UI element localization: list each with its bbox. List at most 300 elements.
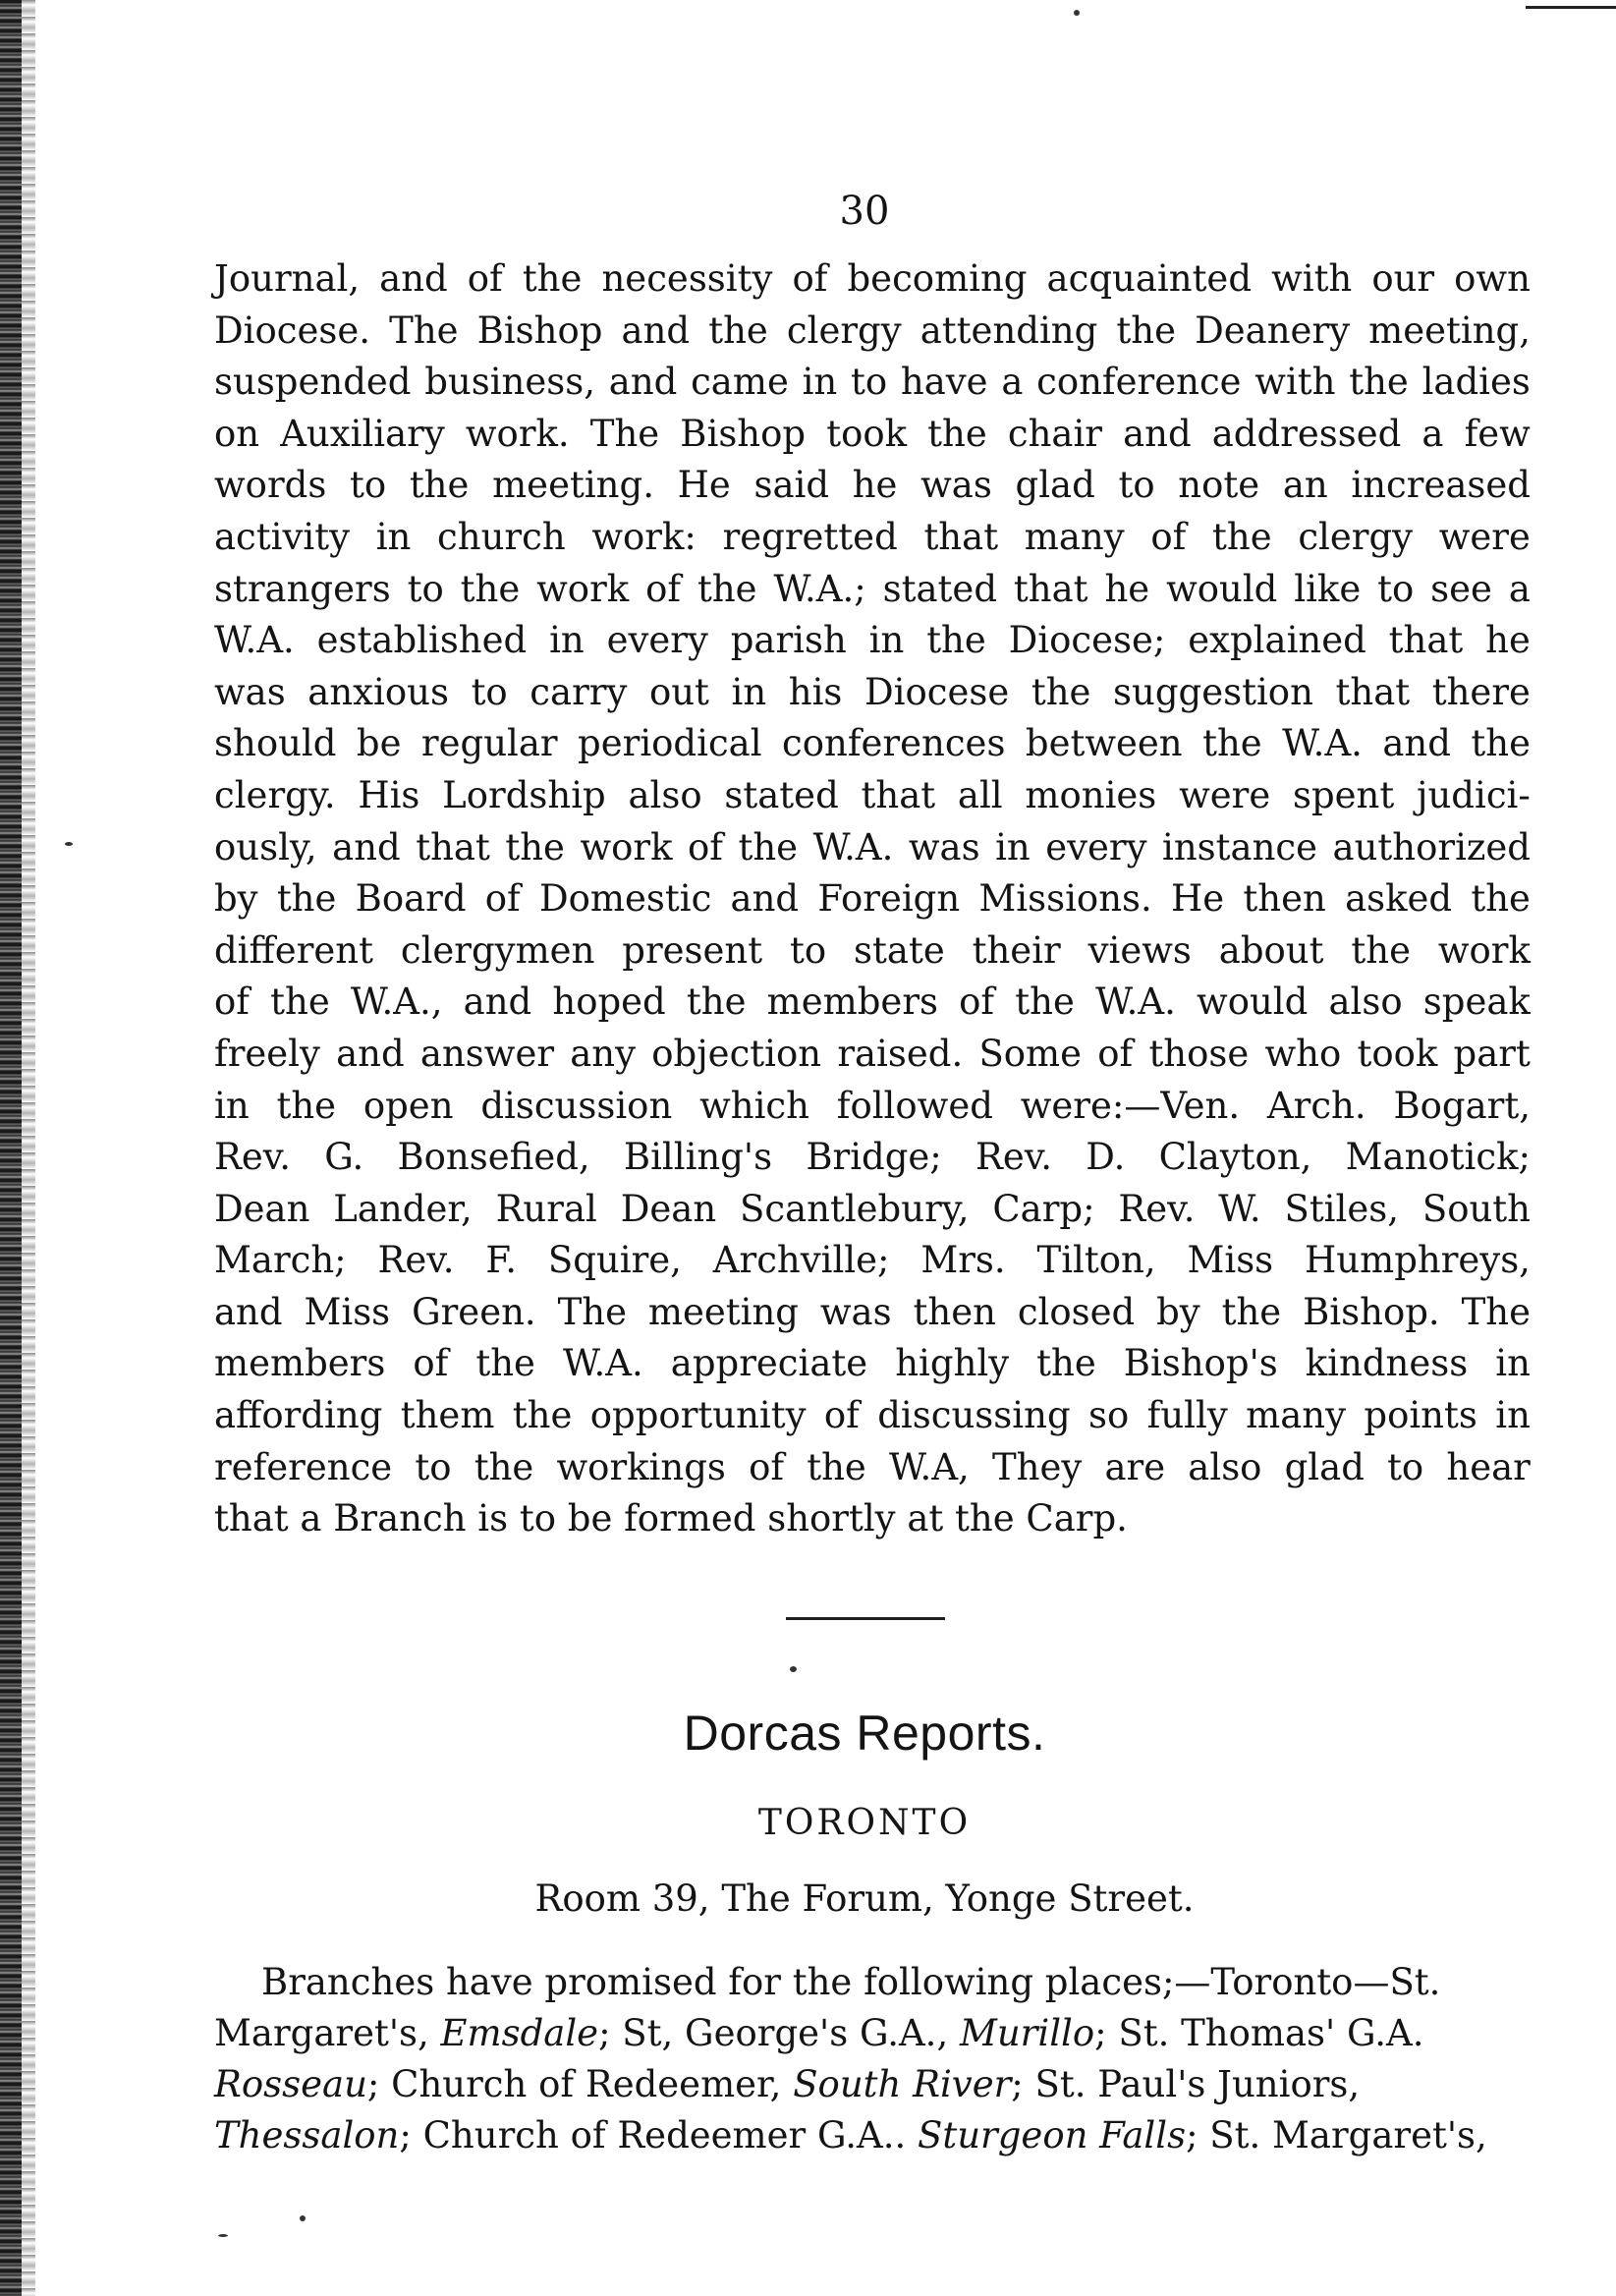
word: of (688, 825, 723, 868)
word: Bishop (680, 412, 807, 455)
word: work (580, 825, 673, 868)
word: were:—Ven. (1020, 1084, 1241, 1127)
word: acquainted (1046, 257, 1253, 300)
branches-line (214, 2059, 1531, 2110)
word: meeting (647, 1290, 799, 1333)
word: established (316, 619, 528, 662)
paragraph-line (214, 1132, 1531, 1184)
word: Squire, (547, 1239, 682, 1282)
word: Humphreys, (1305, 1239, 1531, 1282)
word: those (1148, 1032, 1250, 1075)
word: the (512, 1394, 573, 1437)
word: points (1364, 1394, 1477, 1437)
paragraph-line (214, 1390, 1531, 1442)
word: regular (420, 722, 558, 765)
word: Mrs. (920, 1239, 1006, 1282)
word: business, (424, 361, 596, 404)
word: many (1024, 515, 1125, 558)
word: Diocese; (1008, 619, 1166, 662)
word: also (1328, 980, 1403, 1024)
word: He (677, 464, 731, 507)
word: the (926, 619, 986, 662)
word: that (416, 825, 490, 868)
word: and (336, 1032, 405, 1075)
word: Domestic (538, 877, 712, 921)
word: in (1495, 1394, 1531, 1437)
place-name: Thessalon (214, 2114, 400, 2156)
paragraph-line (214, 460, 1531, 512)
word: clergy. (214, 773, 336, 816)
word: to (407, 567, 444, 610)
word: work (1437, 928, 1531, 972)
word: Some (978, 1032, 1083, 1075)
word: strangers (214, 567, 391, 610)
word: clergy (786, 308, 902, 352)
word: and (463, 980, 532, 1024)
word: are (1104, 1445, 1166, 1488)
word: the (1471, 722, 1531, 765)
word: authorized (1332, 825, 1531, 868)
word: answer (419, 1032, 555, 1075)
place-name: South River (793, 2063, 1012, 2105)
paragraph-line (214, 1493, 1531, 1545)
word: Bridge; (806, 1136, 942, 1179)
paragraph-line (214, 1338, 1531, 1390)
word: activity (214, 515, 350, 558)
word: stated (724, 773, 839, 816)
word: by (1156, 1290, 1200, 1333)
branches-text: Branches have promised for the following places;—Toronto—St. (261, 1961, 1441, 2003)
word: of (823, 1394, 860, 1437)
word: the (1031, 670, 1091, 713)
place-name: Murillo (959, 2012, 1095, 2054)
word: followed (836, 1084, 993, 1127)
word: objection (651, 1032, 822, 1075)
branches-text: ; St. Margaret's, (1186, 2114, 1487, 2156)
word: said (753, 464, 830, 507)
word: to (415, 1445, 452, 1488)
word: Dean (620, 1187, 717, 1230)
word: Bishop (476, 308, 603, 352)
paragraph-line (214, 977, 1531, 1029)
word: took (1357, 1032, 1438, 1075)
word: the (475, 1342, 535, 1385)
word: Clayton, (1158, 1136, 1312, 1179)
word: see (1430, 567, 1492, 610)
word: F. (485, 1239, 518, 1282)
word: W.A. (562, 1342, 643, 1385)
word: Manotick; (1345, 1136, 1531, 1179)
word: of (1097, 1032, 1134, 1075)
word: affording (214, 1394, 383, 1437)
word: then (1243, 877, 1326, 921)
word: be (356, 722, 402, 765)
word: Scantlebury, (740, 1187, 970, 1230)
word: our (1371, 257, 1435, 300)
word: have (900, 361, 988, 404)
word: appreciate (670, 1342, 868, 1385)
word: many (1246, 1394, 1347, 1437)
word: necessity (601, 257, 773, 300)
word: Rev. (377, 1239, 455, 1282)
word: and (608, 361, 678, 404)
word: W.A. (214, 619, 295, 662)
paragraph-line (214, 873, 1531, 925)
word: asked (1345, 877, 1453, 921)
word: parish (730, 619, 847, 662)
word: and (379, 257, 448, 300)
word: Journal, (214, 257, 361, 300)
word: Foreign (817, 877, 961, 921)
word: anxious (307, 670, 449, 713)
word: with (1254, 361, 1336, 404)
branches-text: ; Church of Redeemer, (366, 2063, 782, 2105)
word: increased (1351, 464, 1531, 507)
word: monies (1025, 773, 1157, 816)
word: spent (1292, 773, 1395, 816)
word: Rev. (1118, 1187, 1196, 1230)
paragraph-line (214, 718, 1531, 770)
word: W.A.; (773, 567, 866, 610)
scan-speck (790, 1666, 797, 1672)
scan-speck (300, 2215, 306, 2221)
paragraph-line (214, 1184, 1531, 1236)
word: in (214, 1084, 250, 1127)
word: part (1453, 1032, 1531, 1075)
section-address: Room 39, The Forum, Yonge Street. (534, 1877, 1195, 1920)
word: different (214, 928, 373, 972)
word: suspended (214, 361, 412, 404)
word: views (1087, 928, 1192, 972)
word: to (1387, 1445, 1424, 1488)
word: W.A., (350, 980, 443, 1024)
branches-text: ; St. Paul's Juniors, (1011, 2063, 1361, 2105)
word: like (1294, 567, 1362, 610)
word: about (1218, 928, 1324, 972)
word: of (959, 980, 995, 1024)
word: in (549, 619, 585, 662)
word: which (699, 1084, 809, 1127)
word: ously, (214, 825, 317, 868)
word: chair (1007, 412, 1102, 455)
word: Board (355, 877, 467, 921)
word: Billing's (623, 1136, 773, 1179)
word: W.A. (812, 825, 894, 868)
branches-text: ; Church of Redeemer G.A.. (399, 2114, 907, 2156)
word: Dean (214, 1187, 310, 1230)
word: to (471, 670, 508, 713)
word: Bishop. (1303, 1290, 1440, 1333)
word: of (645, 567, 682, 610)
section-divider (786, 1617, 945, 1620)
word: the (276, 877, 337, 921)
word: in (731, 670, 767, 713)
paragraph-line (214, 1081, 1531, 1133)
word: carry (529, 670, 628, 713)
word: in (868, 619, 905, 662)
word: South (1421, 1187, 1531, 1230)
word: to (850, 361, 888, 404)
paragraph-line (214, 667, 1531, 719)
branches-text: ; St, George's G.A., (598, 2012, 949, 2054)
word: the (1116, 308, 1177, 352)
word: that (1388, 619, 1464, 662)
word: meeting, (1368, 308, 1531, 352)
word: discussion (480, 1084, 673, 1127)
word: he (1485, 619, 1531, 662)
word: glad (1015, 464, 1095, 507)
word: that (923, 515, 999, 558)
word: to (1118, 464, 1155, 507)
word: of (484, 877, 521, 921)
word: present (622, 928, 763, 972)
word: closed (1017, 1290, 1136, 1333)
word: highly (895, 1342, 1010, 1385)
word: becoming (847, 257, 1028, 300)
word: reference (214, 1445, 393, 1488)
branches-line (214, 2008, 1531, 2059)
word: open (362, 1084, 454, 1127)
word: Rev. (975, 1136, 1053, 1179)
word: the (270, 980, 330, 1024)
word: every (606, 619, 708, 662)
word: there (1431, 670, 1531, 713)
word: kindness (1305, 1342, 1469, 1385)
word: the (1351, 928, 1411, 972)
word: the (409, 464, 470, 507)
word: W.A. (1282, 722, 1363, 765)
word: W.A, (889, 1445, 970, 1488)
branches-text: Margaret's, (214, 2012, 429, 2054)
word: would (1197, 980, 1309, 1024)
paragraph-line (214, 512, 1531, 564)
word: was (908, 825, 980, 868)
word: W.A. (1095, 980, 1176, 1024)
word: the (927, 412, 987, 455)
word: the (686, 980, 747, 1024)
scan-speck (218, 2234, 228, 2237)
word: clergymen (400, 928, 595, 972)
word: March; (214, 1239, 347, 1282)
word: the (1015, 980, 1075, 1024)
word: The (1461, 1290, 1531, 1333)
word: Bishop's (1123, 1342, 1278, 1385)
word: of (413, 1342, 449, 1385)
word: of (792, 257, 828, 300)
word: the (1036, 1342, 1096, 1385)
branches-text: ; St. Thomas' G.A. (1094, 2012, 1424, 2054)
word: stated (882, 567, 998, 610)
word: work. (465, 412, 570, 455)
word: Tilton, (1036, 1239, 1156, 1282)
word: the (708, 308, 768, 352)
word: he (852, 464, 898, 507)
word: should (214, 722, 337, 765)
word: The (389, 308, 459, 352)
word: Rev. (214, 1136, 292, 1179)
word: members (766, 980, 938, 1024)
word: hoped (552, 980, 666, 1024)
word: in (995, 825, 1031, 868)
word: and (730, 877, 800, 921)
word: Deanery (1195, 308, 1351, 352)
page-number: 30 (839, 189, 890, 234)
paragraph-line-text: that a Branch is to be formed shortly at the Carp. (214, 1497, 1128, 1540)
word: with (1271, 257, 1353, 300)
word: Carp; (992, 1187, 1095, 1230)
paragraph-line (214, 357, 1531, 409)
word: opportunity (589, 1394, 807, 1437)
word: D. (1086, 1136, 1126, 1179)
word: were (1179, 773, 1271, 816)
word: came (691, 361, 789, 404)
word: Bogart, (1393, 1084, 1531, 1127)
word: so (1088, 1394, 1130, 1437)
scan-speck (1074, 10, 1080, 16)
word: members (214, 1342, 386, 1385)
word: conferences (782, 722, 1006, 765)
branches-text-fragment (214, 2008, 1423, 2059)
word: to (790, 928, 827, 972)
word: G. (324, 1136, 364, 1179)
word: he (1104, 567, 1150, 610)
top-edge-mark (1526, 6, 1616, 9)
word: clergy (1298, 515, 1414, 558)
word: Bonsefied, (397, 1136, 590, 1179)
word: Auxiliary (280, 412, 445, 455)
word: the (460, 567, 521, 610)
branches-text-fragment (214, 2110, 1487, 2161)
word: judici- (1417, 773, 1531, 816)
branches-paragraph (214, 1957, 1531, 2161)
word: raised. (837, 1032, 964, 1075)
word: the (738, 825, 799, 868)
branches-text-fragment (214, 2059, 1360, 2110)
word: to (349, 464, 387, 507)
word: in (802, 361, 838, 404)
word: the (522, 257, 583, 300)
word: Lordship (442, 773, 606, 816)
paragraph-line (214, 1442, 1531, 1494)
section-heading: Dorcas Reports. (683, 1706, 1046, 1761)
word: then (913, 1290, 996, 1333)
word: that (861, 773, 936, 816)
paragraph-line (214, 1029, 1531, 1081)
word: church (437, 515, 566, 558)
word: The (589, 412, 660, 455)
word: addressed (1211, 412, 1402, 455)
word: own (1454, 257, 1531, 300)
word: and (332, 825, 401, 868)
word: of (467, 257, 503, 300)
word: the (276, 1084, 337, 1127)
word: the (1212, 515, 1272, 558)
word: note (1178, 464, 1260, 507)
word: W. (1218, 1187, 1261, 1230)
word: work: (591, 515, 697, 558)
word: also (1188, 1445, 1262, 1488)
word: suggestion (1113, 670, 1313, 713)
word: was (819, 1290, 892, 1333)
word: the (1202, 722, 1262, 765)
branches-line (214, 2110, 1531, 2161)
word: His (358, 773, 420, 816)
word: regretted (722, 515, 898, 558)
word: meeting. (492, 464, 654, 507)
word: and (1382, 722, 1451, 765)
word: between (1025, 722, 1183, 765)
word: the (1221, 1290, 1282, 1333)
word: were (1438, 515, 1531, 558)
word: a (1508, 567, 1531, 610)
word: Diocese. (214, 308, 371, 352)
word: periodical (578, 722, 762, 765)
word: in (1495, 1342, 1531, 1385)
word: any (570, 1032, 637, 1075)
word: a (1421, 412, 1444, 455)
word: freely (214, 1032, 320, 1075)
word: Green. (412, 1290, 536, 1333)
word: Rural (495, 1187, 597, 1230)
word: the (807, 1445, 866, 1488)
word: conference (1036, 361, 1242, 404)
word: the (1349, 361, 1409, 404)
word: also (628, 773, 702, 816)
word: would (1166, 567, 1278, 610)
word: the (1471, 877, 1531, 921)
word: all (957, 773, 1003, 816)
paragraph-line (214, 306, 1531, 358)
paragraph-line (214, 770, 1531, 822)
word: Miss (304, 1290, 391, 1333)
word: words (214, 464, 327, 507)
paragraph-line (214, 564, 1531, 616)
branches-line (214, 1957, 1531, 2008)
paragraph-line (214, 253, 1531, 306)
place-name: Emsdale (440, 2012, 599, 2054)
place-name: Sturgeon Falls (918, 2114, 1187, 2156)
body-paragraph (214, 253, 1531, 1545)
word: discussing (877, 1394, 1071, 1437)
word: instance (1162, 825, 1318, 868)
place-name: Rosseau (214, 2063, 367, 2105)
paragraph-line (214, 822, 1531, 874)
word: the (505, 825, 565, 868)
word: and (621, 308, 691, 352)
word: that (1013, 567, 1088, 610)
word: who (1264, 1032, 1342, 1075)
word: hear (1446, 1445, 1531, 1488)
paragraph-line (214, 1287, 1531, 1339)
word: The (557, 1290, 627, 1333)
scan-speck (65, 842, 73, 846)
paragraph-line (214, 615, 1531, 667)
word: the (474, 1445, 534, 1488)
word: was (214, 670, 286, 713)
word: explained (1188, 619, 1366, 662)
word: attending (919, 308, 1098, 352)
word: of (749, 1445, 785, 1488)
word: Arch. (1266, 1084, 1366, 1127)
word: Lander, (333, 1187, 473, 1230)
word: on (214, 412, 260, 455)
word: He (1171, 877, 1225, 921)
word: that (1335, 670, 1411, 713)
word: his (788, 670, 843, 713)
word: Archville; (712, 1239, 890, 1282)
word: of (1150, 515, 1187, 558)
word: an (1282, 464, 1328, 507)
